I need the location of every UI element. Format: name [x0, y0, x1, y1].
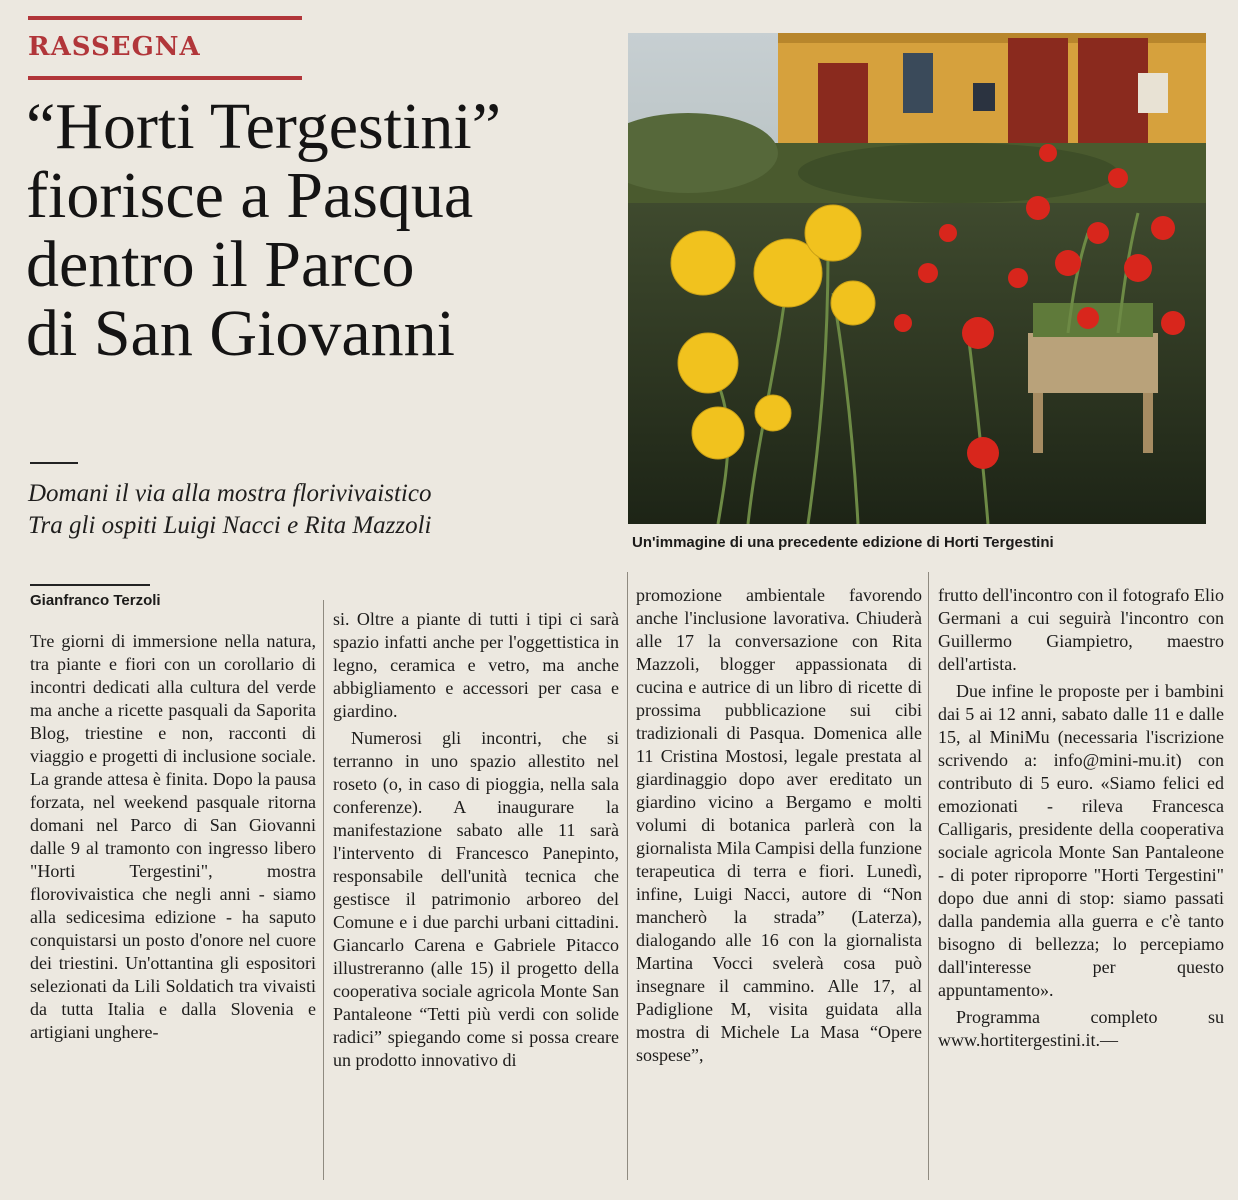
headline-line: “Horti Tergestini”	[26, 90, 501, 163]
deck-subheadline	[28, 478, 618, 542]
headline-line: di San Giovanni	[26, 297, 455, 370]
byline: Gianfranco Terzoli	[30, 592, 161, 609]
deck-rule	[30, 462, 78, 464]
article-paragraph: Due infine le proposte per i bambini dai 5 ai 12 anni, sabato dalle 11 e dalle 15, al MiniMu (necessaria l'iscrizione scrivendo a: info@mini-mu.it) con contributo di 5 euro. «Siamo felici ed emozionati - rileva Francesca Calligaris, presidente della cooperativa sociale agricola Monte San Pantaleone - di poter riproporre "Horti Tergestini" dopo due anni di stop: siamo passati dalla pandemia alla guerra e c'è tanto bisogno di bellezza; lo percepiamo dall'interesse per questo appuntamento».	[938, 681, 1224, 1000]
article-photo	[628, 33, 1206, 524]
article-paragraph: promozione ambientale favorendo anche l'inclusione lavorativa. Chiuderà alle 17 la conversazione con Rita Mazzoli, blogger appassionata di cucina e autrice di un libro di ricette di prossima pubblicazione sui cibi tradizionali di Pasqua. Domenica alle 11 Cristina Mostosi, legale prestata al giardinaggio dopo aver ereditato un giardino vicino a Bergamo e molti volumi di botanica parlerà con la giornalista Mila Campisi della funzione terapeutica di terra e fiori. Lunedì, infine, Luigi Nacci, autore di “Non mancherò la strada” (Laterza), dialogando alle 16 con la giornalista Martina Vocci svelerà cosa può insegnare il cammino. Alle 17, al Padiglione M, visita guidata alla mostra di Michele La Masa “Opere sospese”,	[636, 585, 922, 1065]
article-paragraph: Programma completo su www.hortitergestini.it.—	[938, 1007, 1224, 1050]
garden-photo-illustration	[628, 33, 1206, 524]
photo-caption: Un'immagine di una precedente edizione di Horti Tergestini	[632, 534, 1054, 551]
deck-line: Tra gli ospiti Luigi Nacci e Rita Mazzoli	[28, 512, 432, 539]
deck-line: Domani il via alla mostra florivivaistico	[28, 480, 432, 507]
byline-rule	[30, 584, 150, 586]
article-column-2	[333, 608, 619, 1076]
column-divider	[928, 572, 929, 1180]
article-paragraph: si. Oltre a piante di tutti i tipi ci sarà spazio infatti anche per l'oggettistica in legno, ceramica e vetro, ma anche abbigliamento e accessori per casa e giardino.	[333, 609, 619, 721]
headline-line: dentro il Parco	[26, 228, 415, 301]
article-paragraph: Tre giorni di immersione nella natura, tra piante e fiori con un corollario di incontri dedicati alla cultura del verde ma anche a ricette pasquali da Saporita Blog, triestine e non, racconti di viaggio e progetti di inclusione sociale. La grande attesa è finita. Dopo la pausa forzata, nel weekend pasquale ritorna domani nel Parco di San Giovanni dalle 9 al tramonto con ingresso libero "Horti Tergestini", mostra florovivaistica che negli anni - siamo alla sedicesima edizione - ha saputo conquistarsi un posto d'onore nel cuore dei triestini. Un'ottantina gli espositori selezionati da Lili Soldatich tra vivaisti da tutta Italia e dalla Slovenia e artigiani unghere-	[30, 631, 316, 1042]
section-rule-top	[28, 16, 302, 20]
headline-line: fiorisce a Pasqua	[26, 159, 474, 232]
article-column-4	[938, 584, 1224, 1056]
column-divider	[323, 600, 324, 1180]
headline	[26, 92, 616, 368]
column-divider	[627, 572, 628, 1180]
article-paragraph: Numerosi gli incontri, che si terranno in uno spazio allestito nel roseto (o, in caso di pioggia, nella sala conferenze). A inaugurare la manifestazione sabato alle 11 sarà l'intervento di Francesco Panepinto, responsabile dell'unità tecnica che gestisce il patrimonio arboreo del Comune e i due parchi urbani cittadini. Giancarlo Carena e Gabriele Pitacco illustreranno (alle 15) il progetto della cooperativa sociale agricola Monte San Pantaleone “Tetti più verdi con solide radici” spiegando come si possa creare un prodotto innovativo di	[333, 728, 619, 1070]
article-paragraph: frutto dell'incontro con il fotografo Elio Germani a cui seguirà l'incontro con Guillermo Giampietro, maestro dell'artista.	[938, 585, 1224, 674]
article-column-3	[636, 584, 922, 1071]
article-column-1	[30, 630, 316, 1048]
section-rule-bottom	[28, 76, 302, 80]
section-label: RASSEGNA	[28, 32, 201, 62]
